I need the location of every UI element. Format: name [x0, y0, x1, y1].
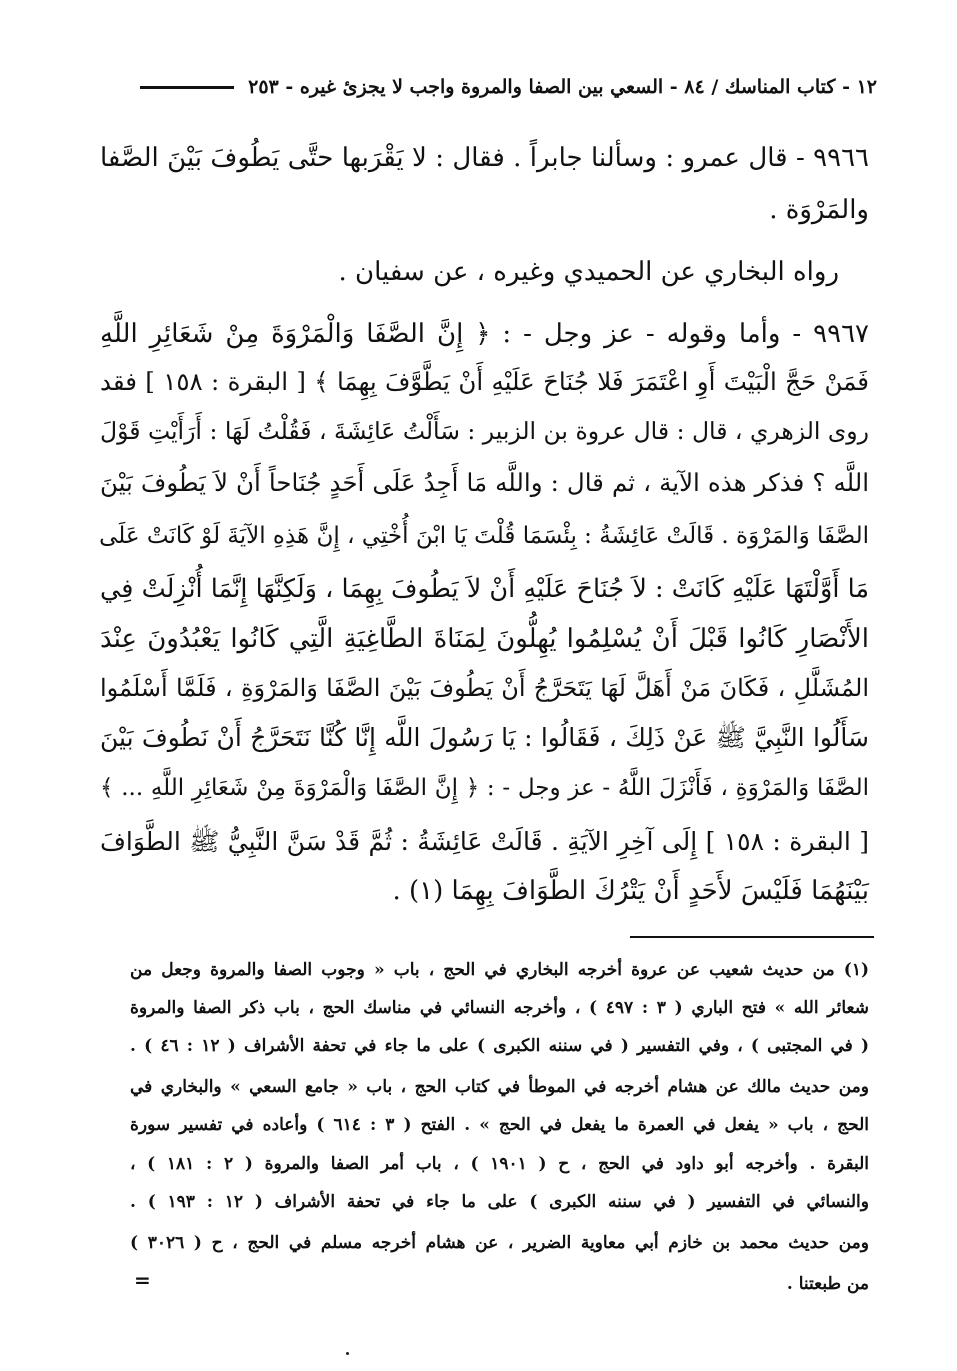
ink-speck [346, 1352, 349, 1355]
body-line: بَيْنَهُمَا فَلَيْسَ لأَحَدٍ أَنْ يَتْرُكَ الطَّوَافَ بِهِمَا (١) . [392, 876, 869, 906]
body-line: اللَّه ؟ فذكر هذه الآية ، ثم قال : واللَّه مَا أَجِدُ عَلَى أَحَدٍ جُنَاحاً أَنْ لاَ يَطُوفَ بَيْنَ [100, 468, 869, 497]
footnote-line: شعائر الله » فتح الباري ( ٣ : ٤٩٧ ) ، وأخرجه النسائي في مناسك الحج ، باب ذكر الصفا والمروة [130, 998, 869, 1018]
footnote-line: من طبعتنا . [786, 1274, 869, 1294]
footnote-line: ومن حديث محمد بن خازم أبي معاوية الضرير ، عن هشام أخرجه مسلم في الحج ، ح ( ٣٠٢٦ ) [130, 1233, 869, 1253]
body-line: الصَّفَا وَالمَرْوَةِ ، فَأَنْزَلَ اللَّهُ - عز وجل - : ﴿ إِنَّ الصَّفَا وَالْمَرْوَةَ مِنْ شَعَائِرِ اللَّهِ ... ﴾ [100, 775, 869, 801]
footnote-separator [630, 936, 874, 938]
body-line: ٩٩٦٦ - قال عمرو : وسألنا جابراً . فقال : لا يَقْرَبها حتَّى يَطُوفَ بَيْنَ الصَّفا [100, 143, 869, 173]
body-line: الصَّفَا وَالمَرْوَة . قَالَتْ عَائِشَةُ : بِئْسَمَا قُلْتَ يَا ابْنَ أُخْتِي ، إِنَّ هَذِهِ الآيَةَ لَوْ كَانَتْ عَلَى [99, 523, 869, 549]
body-line: روى الزهري ، قال : قال عروة بن الزبير : سَأَلْتُ عَائِشَةَ ، فَقُلْتُ لَهَا : أَرَأَيْتِ قَوْلَ [100, 417, 869, 445]
footnote-line: البقرة . وأخرجه أبو داود في الحج ، ح ( ١٩٠١ ) ، باب أمر الصفا والمروة ( ٢ : ١٨١ ) ، [130, 1154, 869, 1174]
edge-mark: = [134, 1268, 151, 1292]
body-line: [ البقرة : ١٥٨ ] إِلَى آخِرِ الآيَةِ . قَالَتْ عَائِشَةُ : ثُمَّ قَدْ سَنَّ النَّبِيُّ ﷺ الطَّوَافَ [100, 827, 869, 856]
running-header [140, 70, 877, 104]
footnote-line: ومن حديث مالك عن هشام أخرجه في الموطأ في كتاب الحج ، باب « جامع السعي » والبخاري في [130, 1077, 869, 1097]
body-line: فَمَنْ حَجَّ الْبَيْتَ أَوِ اعْتَمَرَ فَلا جُنَاحَ عَلَيْهِ أَنْ يَطَّوَّفَ بِهِمَا ﴾ [ البقرة : ١٥٨ ] فقد [100, 367, 869, 396]
body-line: المُشَلَّلِ ، فَكَانَ مَنْ أَهَلَّ لَهَا يَتَحَرَّجُ أَنْ يَطُوفَ بَيْنَ الصَّفَا وَالمَرْوَةِ ، فَلَمَّا أَسْلَمُوا [100, 674, 869, 702]
footnote-line: (١) من حديث شعيب عن عروة أخرجه البخاري في الحج ، باب « وجوب الصفا والمروة وجعل من [130, 960, 869, 980]
header-rule [140, 86, 234, 89]
running-title: ١٢ - كتاب المناسك / ٨٤ - السعي بين الصفا والمروة واجب لا يجزئ غيره - ٢٥٣ [248, 76, 877, 98]
body-line: سَأَلُوا النَّبِيَّ ﷺ عَنْ ذَلِكَ ، فَقَالُوا : يَا رَسُولَ اللَّه إِنَّا كُنَّا نَتَحَرَّجُ أَنْ نَطُوفَ بَيْنَ [100, 723, 869, 752]
footnote-line: والنسائي في التفسير ( في سننه الكبرى ) على ما جاء في تحفة الأشراف ( ١٢ : ١٩٣ ) . [130, 1192, 869, 1212]
body-line: الأَنْصَارِ كَانُوا قَبْلَ أَنْ يُسْلِمُوا يُهِلُّونَ لِمَنَاةَ الطَّاغِيَةِ الَّتِي كَانُوا يَعْبُدُونَ عِنْدَ [100, 624, 869, 654]
body-line: والمَرْوَة . [769, 195, 869, 225]
body-line: رواه البخاري عن الحميدي وغيره ، عن سفيان . [338, 257, 839, 287]
body-line: مَا أَوَّلْتَهَا عَلَيْهِ كَانَتْ : لاَ جُنَاحَ عَلَيْهِ أَنْ لاَ يَطُوفَ بِهِمَا ، وَلَكِنَّهَا إِنَّمَا أُنْزِلَتْ فِي [100, 574, 869, 604]
footnote-line: الحج ، باب « يفعل في العمرة ما يفعل في الحج » . الفتح ( ٣ : ٦١٤ ) وأعاده في تفسير سورة [130, 1115, 869, 1135]
body-line: ٩٩٦٧ - وأما وقوله - عز وجل - : ﴿ إِنَّ الصَّفَا وَالْمَرْوَةَ مِنْ شَعَائِرِ اللَّهِ [100, 319, 869, 349]
footnote-line: ( في المجتبى ) ، وفي التفسير ( في سننه الكبرى ) على ما جاء في تحفة الأشراف ( ١٢ : ٤٦ ) . [130, 1036, 869, 1056]
